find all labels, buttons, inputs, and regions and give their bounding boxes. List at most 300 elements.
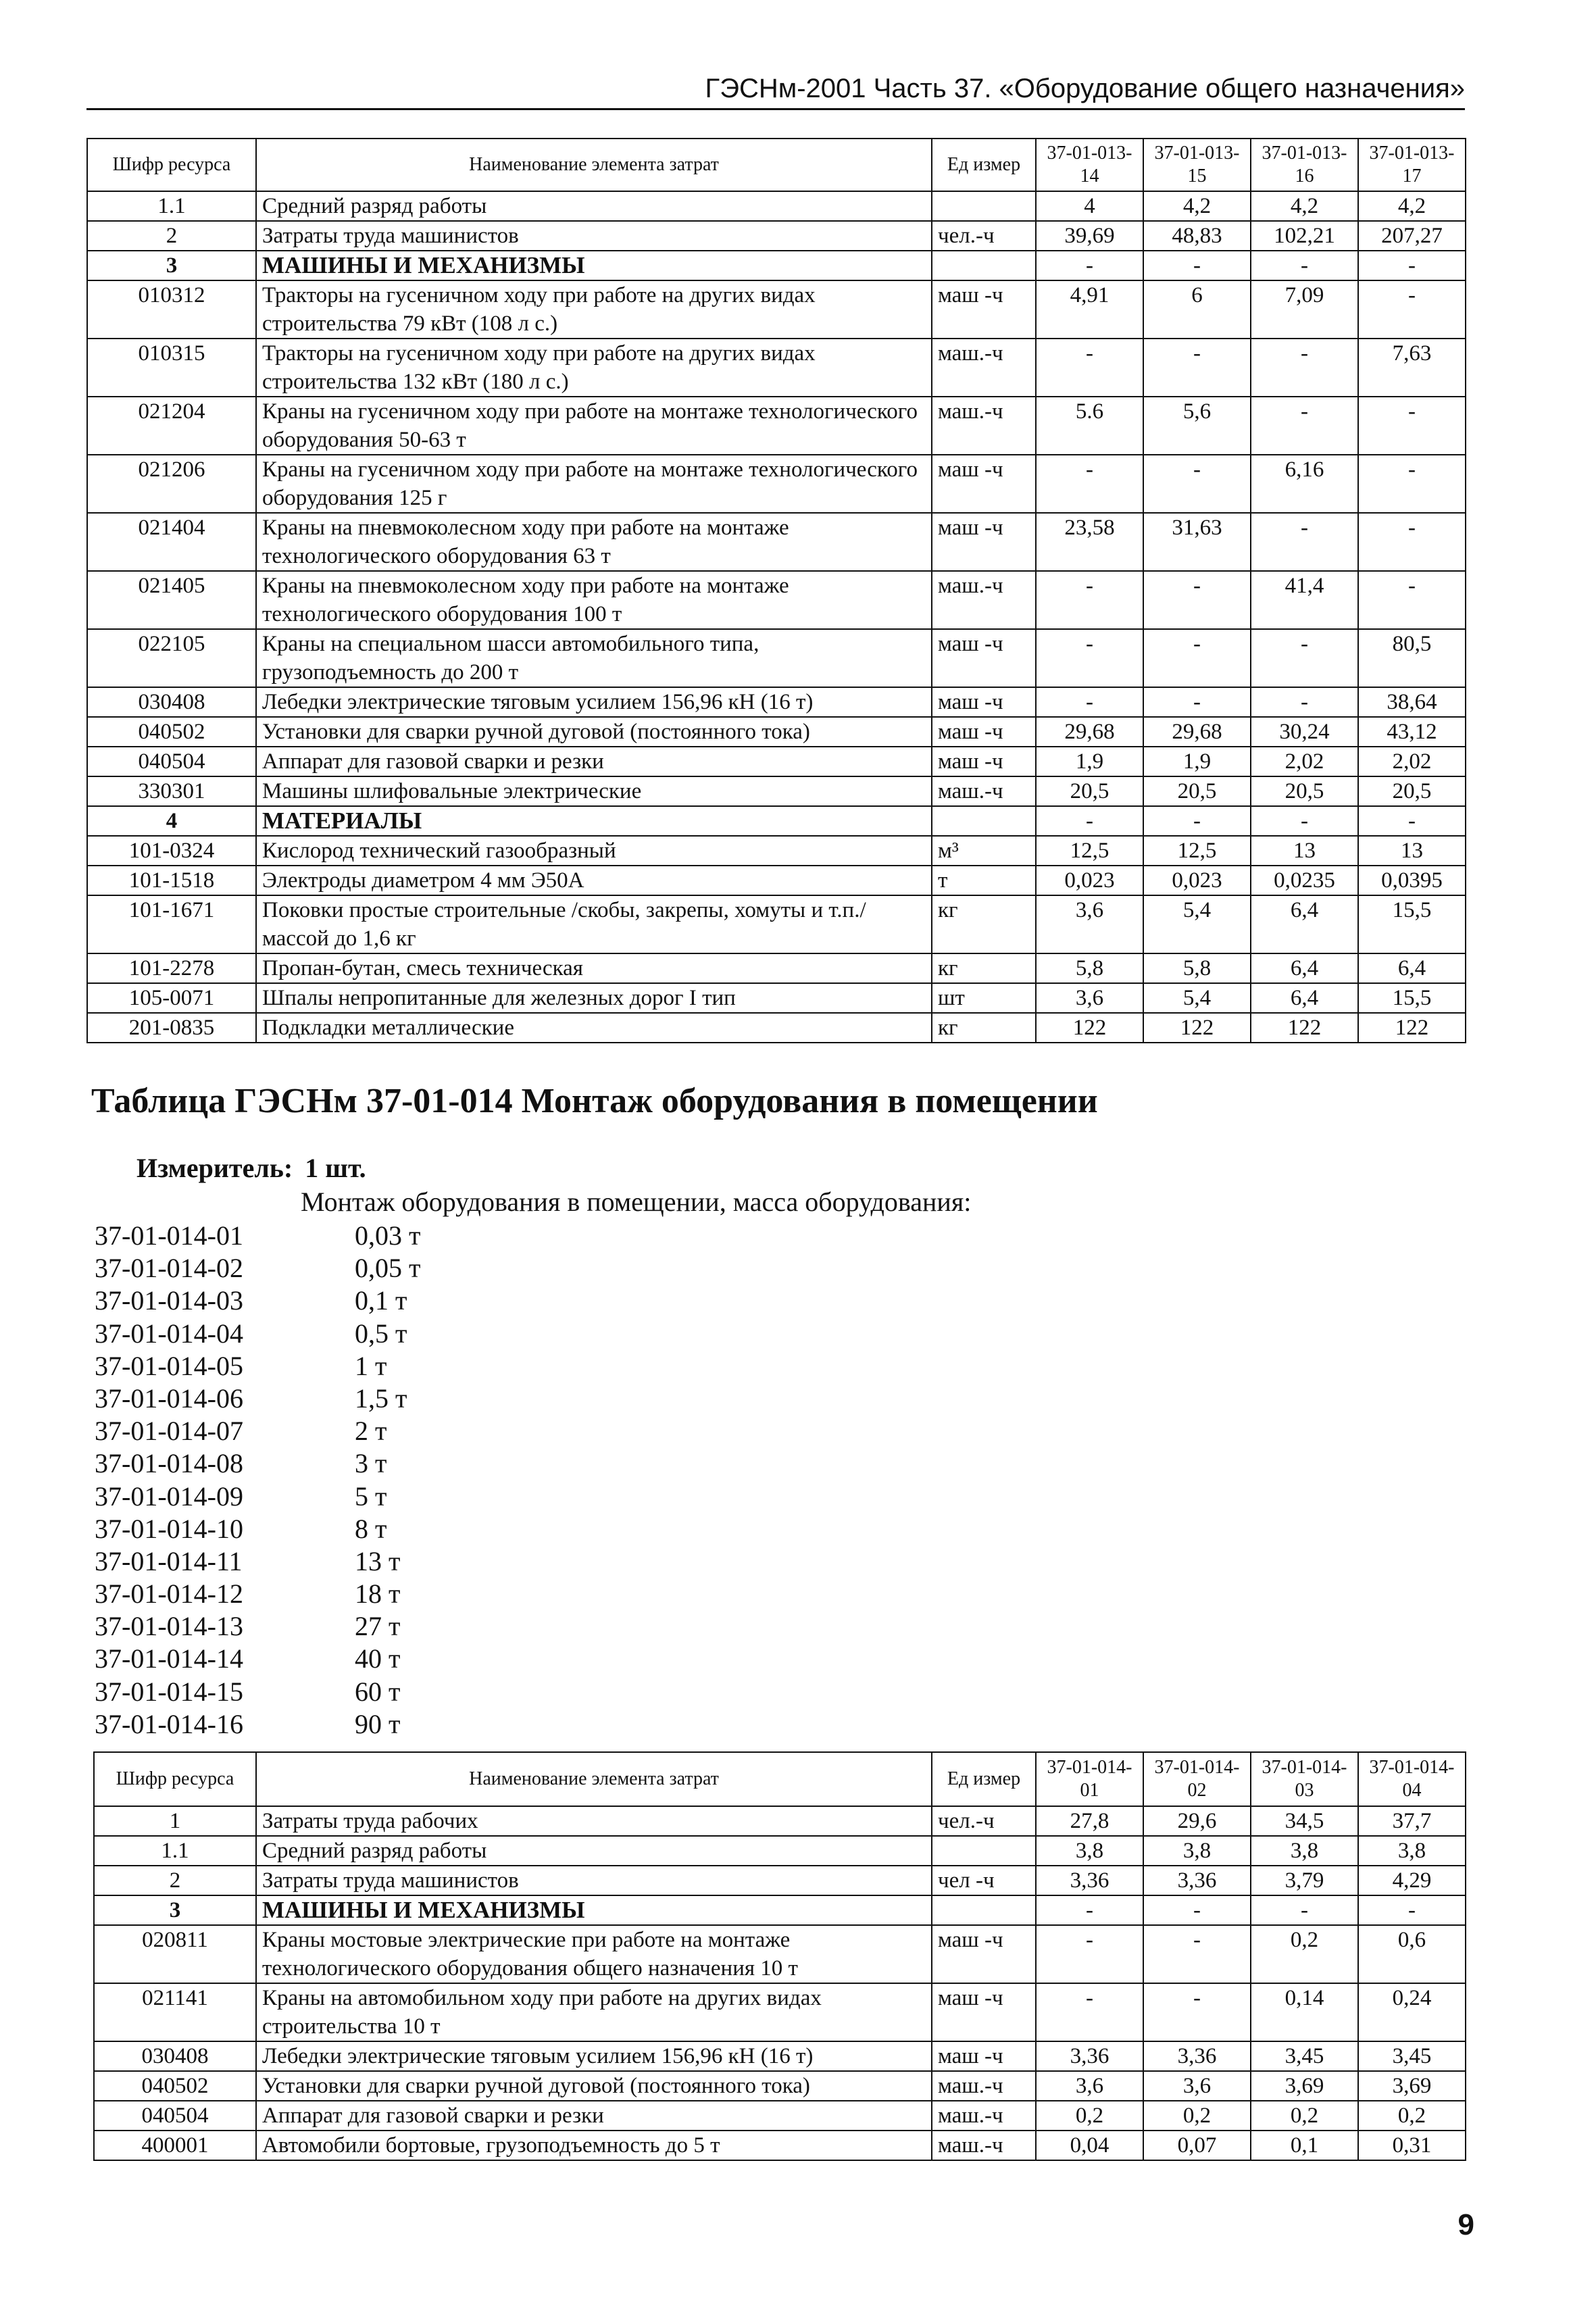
list-item xyxy=(95,1252,420,1285)
cell-value: - xyxy=(1036,1983,1143,2041)
cell-unit: чел -ч xyxy=(932,1866,1036,1895)
table-row xyxy=(87,221,1466,251)
cell-value: 1,9 xyxy=(1036,747,1143,776)
cell-name: Поковки простые строительные /скобы, закрепы, хомуты и т.п./ массой до 1,6 кг xyxy=(256,895,932,953)
cell-name: Пропан-бутан, смесь техническая xyxy=(256,953,932,983)
cell-unit xyxy=(932,1895,1036,1925)
cell-name: Краны на пневмоколесном ходу при работе на монтаже технологического оборудования 100 т xyxy=(256,571,932,629)
cell-value: - xyxy=(1143,251,1251,280)
table-header-row xyxy=(87,139,1466,191)
cell-name: Тракторы на гусеничном ходу при работе на других видах строительства 132 кВт (180 л с.) xyxy=(256,339,932,397)
cell-unit xyxy=(932,1836,1036,1866)
cell-value: - xyxy=(1251,397,1358,455)
cell-value: 7,63 xyxy=(1358,339,1466,397)
cell-value: 5,8 xyxy=(1036,953,1143,983)
item-code: 37-01-014-13 xyxy=(95,1611,243,1642)
cell-name: Аппарат для газовой сварки и резки xyxy=(256,2101,932,2131)
cell-value: 122 xyxy=(1251,1013,1358,1043)
col-header-c1: 37-01-013-14 xyxy=(1036,139,1143,191)
cell-value: 3,45 xyxy=(1251,2041,1358,2071)
cell-value: 102,21 xyxy=(1251,221,1358,251)
cell-unit: маш.-ч xyxy=(932,2131,1036,2160)
resource-table-014 xyxy=(93,1751,1466,2161)
list-item xyxy=(95,1285,420,1317)
cell-name: Установки для сварки ручной дуговой (постоянного тока) xyxy=(256,2071,932,2101)
cell-value: 3,36 xyxy=(1036,2041,1143,2071)
cell-value: 20,5 xyxy=(1036,776,1143,806)
item-mass: 0,05 т xyxy=(355,1253,421,1284)
table-row xyxy=(94,1925,1466,1983)
cell-unit: маш -ч xyxy=(932,747,1036,776)
table-row xyxy=(94,2041,1466,2071)
col-header-unit: Ед измер xyxy=(932,139,1036,191)
cell-unit: маш.-ч xyxy=(932,776,1036,806)
cell-name: МАТЕРИАЛЫ xyxy=(256,806,932,836)
item-code: 37-01-014-06 xyxy=(95,1383,243,1414)
cell-value: 34,5 xyxy=(1251,1806,1358,1836)
cell-value: 43,12 xyxy=(1358,717,1466,747)
cell-name: Краны на специальном шасси автомобильного типа, грузоподъемность до 200 т xyxy=(256,629,932,687)
item-code: 37-01-014-07 xyxy=(95,1416,243,1447)
cell-name: Электроды диаметром 4 мм Э50А xyxy=(256,866,932,895)
item-code: 37-01-014-02 xyxy=(95,1253,243,1284)
cell-value: 41,4 xyxy=(1251,571,1358,629)
cell-value: 12,5 xyxy=(1036,836,1143,866)
list-item xyxy=(95,1708,420,1741)
table-row xyxy=(94,2071,1466,2101)
cell-unit: маш.-ч xyxy=(932,397,1036,455)
cell-value: 12,5 xyxy=(1143,836,1251,866)
cell-value: - xyxy=(1251,1895,1358,1925)
table-row xyxy=(94,2101,1466,2131)
item-mass: 0,03 т xyxy=(355,1220,421,1251)
cell-unit: маш -ч xyxy=(932,280,1036,339)
cell-value: - xyxy=(1036,687,1143,717)
cell-value: 4,91 xyxy=(1036,280,1143,339)
item-list xyxy=(95,1220,420,1741)
cell-name: Краны на автомобильном ходу при работе на других видах строительства 10 т xyxy=(256,1983,932,2041)
intro-text: Монтаж оборудования в помещении, масса оборудования: xyxy=(301,1187,972,1217)
cell-name: Подкладки металлические xyxy=(256,1013,932,1043)
cell-value: 15,5 xyxy=(1358,983,1466,1013)
item-mass: 1 т xyxy=(355,1350,387,1381)
cell-value: 0,2 xyxy=(1143,2101,1251,2131)
cell-code: 040502 xyxy=(94,2071,256,2101)
cell-value: - xyxy=(1358,397,1466,455)
table-row xyxy=(87,836,1466,866)
cell-value: 37,7 xyxy=(1358,1806,1466,1836)
list-item xyxy=(95,1610,420,1643)
cell-code: 2 xyxy=(94,1866,256,1895)
col-header-c2: 37-01-013-15 xyxy=(1143,139,1251,191)
cell-value: - xyxy=(1036,1925,1143,1983)
item-code: 37-01-014-14 xyxy=(95,1643,243,1674)
col-header-name: Наименование элемента затрат xyxy=(256,1752,932,1806)
cell-value: - xyxy=(1358,513,1466,571)
cell-value: 3,8 xyxy=(1251,1836,1358,1866)
cell-name: Тракторы на гусеничном ходу при работе на других видах строительства 79 кВт (108 л с.) xyxy=(256,280,932,339)
cell-value: 6,4 xyxy=(1358,953,1466,983)
cell-code: 3 xyxy=(94,1895,256,1925)
cell-value: - xyxy=(1358,251,1466,280)
cell-value: - xyxy=(1036,1895,1143,1925)
cell-name: Шпалы непропитанные для железных дорог I тип xyxy=(256,983,932,1013)
list-item xyxy=(95,1513,420,1545)
cell-name: Краны на гусеничном ходу при работе на монтаже технологического оборудования 50-63 т xyxy=(256,397,932,455)
cell-unit: т xyxy=(932,866,1036,895)
cell-value: 20,5 xyxy=(1251,776,1358,806)
cell-value: 48,83 xyxy=(1143,221,1251,251)
cell-value: 6,4 xyxy=(1251,953,1358,983)
table-row xyxy=(87,513,1466,571)
cell-name: Лебедки электрические тяговым усилием 156,96 кН (16 т) xyxy=(256,687,932,717)
cell-name: Краны мостовые электрические при работе на монтаже технологического оборудования общего назначения 10 т xyxy=(256,1925,932,1983)
list-item xyxy=(95,1415,420,1447)
cell-name: МАШИНЫ И МЕХАНИЗМЫ xyxy=(256,1895,932,1925)
cell-code: 040502 xyxy=(87,717,256,747)
table-row xyxy=(94,2131,1466,2160)
cell-value: 3,36 xyxy=(1036,1866,1143,1895)
cell-value: - xyxy=(1143,806,1251,836)
item-mass: 0,5 т xyxy=(355,1318,407,1349)
item-mass: 60 т xyxy=(355,1676,401,1707)
cell-unit xyxy=(932,191,1036,221)
cell-value: 3,6 xyxy=(1143,2071,1251,2101)
cell-unit xyxy=(932,251,1036,280)
cell-value: - xyxy=(1036,571,1143,629)
list-item xyxy=(95,1545,420,1578)
list-item xyxy=(95,1383,420,1415)
cell-value: - xyxy=(1143,629,1251,687)
cell-value: 13 xyxy=(1251,836,1358,866)
cell-value: 13 xyxy=(1358,836,1466,866)
cell-value: 0,2 xyxy=(1251,1925,1358,1983)
section-row xyxy=(87,806,1466,836)
cell-name: Средний разряд работы xyxy=(256,1836,932,1866)
table-row xyxy=(94,1983,1466,2041)
cell-value: - xyxy=(1036,251,1143,280)
cell-value: - xyxy=(1036,806,1143,836)
cell-unit: кг xyxy=(932,895,1036,953)
table-row xyxy=(87,983,1466,1013)
cell-name: Машины шлифовальные электрические xyxy=(256,776,932,806)
cell-value: 3,36 xyxy=(1143,2041,1251,2071)
cell-value: 3,79 xyxy=(1251,1866,1358,1895)
cell-value: 39,69 xyxy=(1036,221,1143,251)
cell-value: - xyxy=(1358,1895,1466,1925)
cell-unit: маш -ч xyxy=(932,513,1036,571)
cell-unit: маш -ч xyxy=(932,687,1036,717)
cell-value: 0,24 xyxy=(1358,1983,1466,2041)
item-mass: 2 т xyxy=(355,1416,387,1447)
cell-name: Автомобили бортовые, грузоподъемность до 5 т xyxy=(256,2131,932,2160)
cell-unit: маш -ч xyxy=(932,2041,1036,2071)
item-code: 37-01-014-10 xyxy=(95,1513,243,1544)
cell-value: 0,04 xyxy=(1036,2131,1143,2160)
measure-value: 1 шт. xyxy=(305,1153,366,1183)
cell-value: 3,8 xyxy=(1358,1836,1466,1866)
cell-code: 021141 xyxy=(94,1983,256,2041)
item-mass: 18 т xyxy=(355,1578,401,1610)
cell-unit: маш -ч xyxy=(932,1983,1036,2041)
cell-value: - xyxy=(1143,1925,1251,1983)
item-code: 37-01-014-15 xyxy=(95,1676,243,1707)
cell-code: 030408 xyxy=(94,2041,256,2071)
cell-name: Затраты труда рабочих xyxy=(256,1806,932,1836)
cell-value: 5,8 xyxy=(1143,953,1251,983)
table-row xyxy=(87,687,1466,717)
cell-code: 201-0835 xyxy=(87,1013,256,1043)
cell-unit: маш.-ч xyxy=(932,2071,1036,2101)
item-code: 37-01-014-05 xyxy=(95,1350,243,1381)
cell-value: 20,5 xyxy=(1143,776,1251,806)
cell-value: 0,07 xyxy=(1143,2131,1251,2160)
item-code: 37-01-014-11 xyxy=(95,1545,243,1576)
cell-value: 6,4 xyxy=(1251,983,1358,1013)
cell-value: 5,4 xyxy=(1143,983,1251,1013)
list-item xyxy=(95,1480,420,1513)
cell-value: - xyxy=(1251,687,1358,717)
cell-value: 3,6 xyxy=(1036,895,1143,953)
table-row xyxy=(94,1836,1466,1866)
table-row xyxy=(87,866,1466,895)
cell-value: 122 xyxy=(1143,1013,1251,1043)
cell-code: 021206 xyxy=(87,455,256,513)
list-item xyxy=(95,1643,420,1675)
item-mass: 5 т xyxy=(355,1480,387,1512)
cell-value: - xyxy=(1036,339,1143,397)
cell-value: - xyxy=(1036,629,1143,687)
table-row xyxy=(87,895,1466,953)
cell-value: 6 xyxy=(1143,280,1251,339)
cell-unit: м³ xyxy=(932,836,1036,866)
cell-value: 0,14 xyxy=(1251,1983,1358,2041)
cell-value: 31,63 xyxy=(1143,513,1251,571)
cell-name: Аппарат для газовой сварки и резки xyxy=(256,747,932,776)
cell-value: - xyxy=(1358,455,1466,513)
table-row xyxy=(87,280,1466,339)
table-row xyxy=(87,747,1466,776)
list-item xyxy=(95,1578,420,1610)
cell-value: 4,2 xyxy=(1251,191,1358,221)
item-code: 37-01-014-09 xyxy=(95,1480,243,1512)
page-number: 9 xyxy=(1457,2208,1474,2241)
cell-value: 5,6 xyxy=(1143,397,1251,455)
cell-code: 021405 xyxy=(87,571,256,629)
table-row xyxy=(87,397,1466,455)
cell-value: - xyxy=(1251,513,1358,571)
cell-code: 022105 xyxy=(87,629,256,687)
cell-code: 105-0071 xyxy=(87,983,256,1013)
cell-value: 4 xyxy=(1036,191,1143,221)
header-title: ГЭСНм-2001 Часть 37. «Оборудование общего назначения» xyxy=(705,74,1465,103)
cell-unit: маш -ч xyxy=(932,717,1036,747)
measure-label: Измеритель: xyxy=(136,1153,293,1183)
cell-value: 80,5 xyxy=(1358,629,1466,687)
cell-unit: кг xyxy=(932,1013,1036,1043)
col-header-code: Шифр ресурса xyxy=(87,139,256,191)
cell-value: 23,58 xyxy=(1036,513,1143,571)
page-header xyxy=(86,68,1465,110)
cell-value: 207,27 xyxy=(1358,221,1466,251)
col-header-c4: 37-01-014-04 xyxy=(1358,1752,1466,1806)
cell-value: - xyxy=(1143,455,1251,513)
cell-code: 021404 xyxy=(87,513,256,571)
cell-value: - xyxy=(1143,339,1251,397)
cell-value: 3,45 xyxy=(1358,2041,1466,2071)
cell-code: 101-1518 xyxy=(87,866,256,895)
cell-code: 101-2278 xyxy=(87,953,256,983)
cell-name: Кислород технический газообразный xyxy=(256,836,932,866)
cell-unit: маш -ч xyxy=(932,1925,1036,1983)
cell-value: 3,69 xyxy=(1358,2071,1466,2101)
cell-code: 2 xyxy=(87,221,256,251)
cell-value: 15,5 xyxy=(1358,895,1466,953)
cell-unit: маш.-ч xyxy=(932,339,1036,397)
cell-value: 3,69 xyxy=(1251,2071,1358,2101)
col-header-unit: Ед измер xyxy=(932,1752,1036,1806)
cell-code: 4 xyxy=(87,806,256,836)
cell-value: 4,29 xyxy=(1358,1866,1466,1895)
item-mass: 27 т xyxy=(355,1611,401,1642)
table-row xyxy=(87,629,1466,687)
cell-value: - xyxy=(1143,571,1251,629)
cell-value: - xyxy=(1143,687,1251,717)
cell-value: 29,6 xyxy=(1143,1806,1251,1836)
cell-value: 5,4 xyxy=(1143,895,1251,953)
cell-value: - xyxy=(1036,455,1143,513)
cell-name: Затраты труда машинистов xyxy=(256,1866,932,1895)
cell-code: 3 xyxy=(87,251,256,280)
item-mass: 90 т xyxy=(355,1708,401,1739)
list-item xyxy=(95,1447,420,1480)
item-mass: 3 т xyxy=(355,1448,387,1479)
cell-value: 2,02 xyxy=(1358,747,1466,776)
col-header-c2: 37-01-014-02 xyxy=(1143,1752,1251,1806)
cell-unit: кг xyxy=(932,953,1036,983)
cell-value: 0,2 xyxy=(1036,2101,1143,2131)
cell-value: 2,02 xyxy=(1251,747,1358,776)
cell-value: 3,6 xyxy=(1036,2071,1143,2101)
table-row xyxy=(94,1866,1466,1895)
cell-value: 20,5 xyxy=(1358,776,1466,806)
cell-value: 29,68 xyxy=(1036,717,1143,747)
cell-code: 030408 xyxy=(87,687,256,717)
list-item xyxy=(95,1676,420,1708)
cell-value: 4,2 xyxy=(1358,191,1466,221)
table-row xyxy=(87,953,1466,983)
cell-code: 021204 xyxy=(87,397,256,455)
cell-value: 0,0395 xyxy=(1358,866,1466,895)
cell-value: 0,1 xyxy=(1251,2131,1358,2160)
section-row xyxy=(94,1895,1466,1925)
cell-value: 0,2 xyxy=(1358,2101,1466,2131)
cell-value: 6,16 xyxy=(1251,455,1358,513)
item-mass: 0,1 т xyxy=(355,1285,407,1316)
table-header-row xyxy=(94,1752,1466,1806)
cell-code: 101-1671 xyxy=(87,895,256,953)
cell-value: 30,24 xyxy=(1251,717,1358,747)
list-item xyxy=(95,1350,420,1383)
cell-value: 1,9 xyxy=(1143,747,1251,776)
cell-code: 330301 xyxy=(87,776,256,806)
cell-name: Краны на гусеничном ходу при работе на монтаже технологического оборудования 125 г xyxy=(256,455,932,513)
item-code: 37-01-014-03 xyxy=(95,1285,243,1316)
section-row xyxy=(87,251,1466,280)
cell-unit xyxy=(932,806,1036,836)
cell-value: - xyxy=(1358,280,1466,339)
cell-code: 400001 xyxy=(94,2131,256,2160)
cell-unit: шт xyxy=(932,983,1036,1013)
table-row xyxy=(87,191,1466,221)
cell-value: 122 xyxy=(1358,1013,1466,1043)
cell-name: Установки для сварки ручной дуговой (постоянного тока) xyxy=(256,717,932,747)
cell-value: - xyxy=(1358,571,1466,629)
cell-code: 1.1 xyxy=(87,191,256,221)
cell-value: 5.6 xyxy=(1036,397,1143,455)
table-row xyxy=(87,776,1466,806)
cell-code: 010312 xyxy=(87,280,256,339)
cell-name: Затраты труда машинистов xyxy=(256,221,932,251)
col-header-c3: 37-01-014-03 xyxy=(1251,1752,1358,1806)
cell-value: 3,8 xyxy=(1036,1836,1143,1866)
table-row xyxy=(87,717,1466,747)
col-header-c4: 37-01-013-17 xyxy=(1358,139,1466,191)
cell-name: Лебедки электрические тяговым усилием 156,96 кН (16 т) xyxy=(256,2041,932,2071)
table-row xyxy=(87,455,1466,513)
table-row xyxy=(87,1013,1466,1043)
cell-code: 040504 xyxy=(87,747,256,776)
cell-code: 101-0324 xyxy=(87,836,256,866)
col-header-c3: 37-01-013-16 xyxy=(1251,139,1358,191)
item-code: 37-01-014-16 xyxy=(95,1708,243,1739)
item-code: 37-01-014-08 xyxy=(95,1448,243,1479)
table-row xyxy=(87,339,1466,397)
cell-value: 27,8 xyxy=(1036,1806,1143,1836)
cell-code: 020811 xyxy=(94,1925,256,1983)
cell-value: - xyxy=(1358,806,1466,836)
cell-unit: маш.-ч xyxy=(932,571,1036,629)
item-mass: 1,5 т xyxy=(355,1383,407,1414)
cell-value: - xyxy=(1251,339,1358,397)
col-header-code: Шифр ресурса xyxy=(94,1752,256,1806)
cell-value: - xyxy=(1251,251,1358,280)
col-header-c1: 37-01-014-01 xyxy=(1036,1752,1143,1806)
cell-value: 0,0235 xyxy=(1251,866,1358,895)
cell-unit: маш -ч xyxy=(932,455,1036,513)
col-header-name: Наименование элемента затрат xyxy=(256,139,932,191)
cell-unit: маш -ч xyxy=(932,629,1036,687)
cell-name: Краны на пневмоколесном ходу при работе на монтаже технологического оборудования 63 т xyxy=(256,513,932,571)
cell-value: 7,09 xyxy=(1251,280,1358,339)
cell-value: - xyxy=(1143,1983,1251,2041)
cell-value: - xyxy=(1251,806,1358,836)
table-row xyxy=(87,571,1466,629)
item-mass: 40 т xyxy=(355,1643,401,1674)
cell-name: Средний разряд работы xyxy=(256,191,932,221)
item-mass: 8 т xyxy=(355,1513,387,1544)
cell-unit: чел.-ч xyxy=(932,1806,1036,1836)
list-item xyxy=(95,1318,420,1350)
cell-value: 4,2 xyxy=(1143,191,1251,221)
cell-unit: чел.-ч xyxy=(932,221,1036,251)
cell-value: - xyxy=(1251,629,1358,687)
cell-value: 0,023 xyxy=(1143,866,1251,895)
cell-value: 3,6 xyxy=(1036,983,1143,1013)
cell-value: 38,64 xyxy=(1358,687,1466,717)
resource-table-013 xyxy=(86,138,1466,1043)
cell-value: 3,8 xyxy=(1143,1836,1251,1866)
